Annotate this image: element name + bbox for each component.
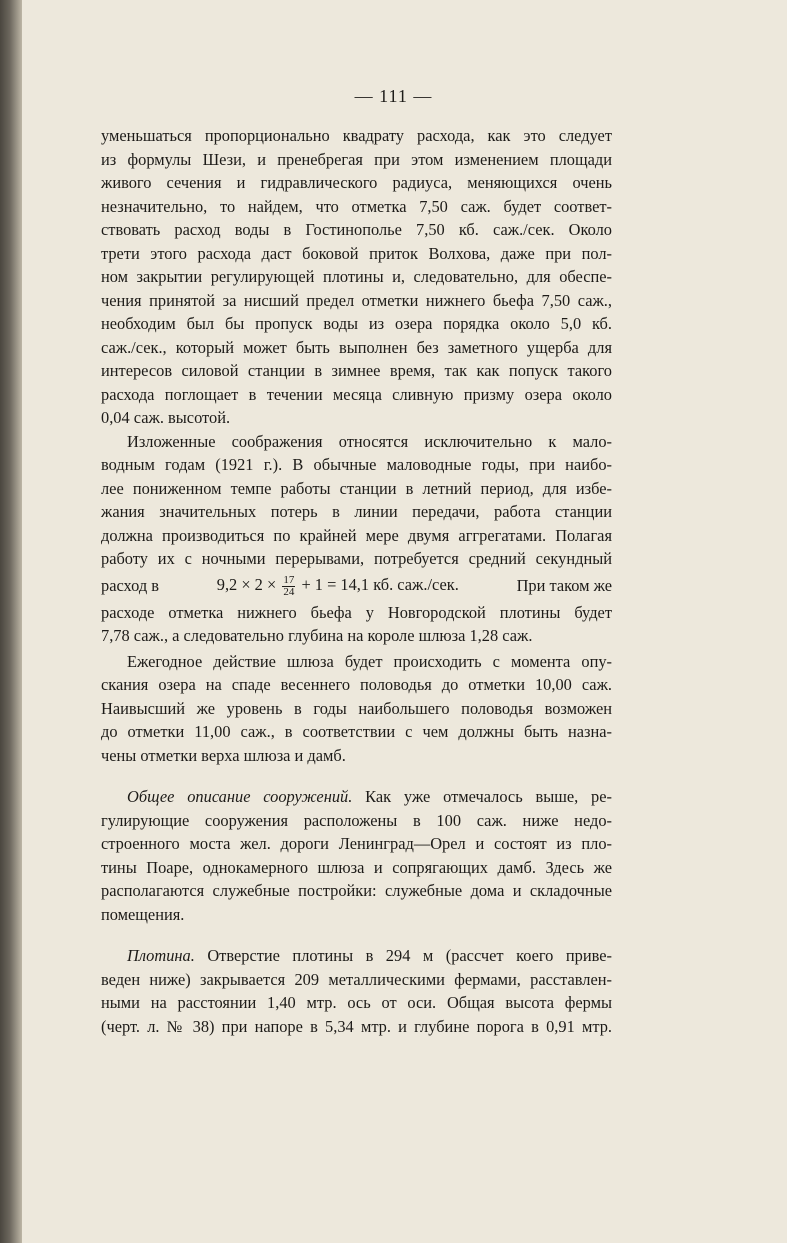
text-line: (черт. л. № 38) при напоре в 5,34 мтр. и глубине порога в 0,91 мтр. (101, 1016, 612, 1036)
text-line: лее пониженном темпе работы станции в летний период, для избе- (101, 478, 612, 498)
section-heading: Плотина. (127, 946, 195, 965)
text-line: Изложенные соображения относятся исключительно к мало- (127, 431, 612, 451)
formula-lead-text: расход в (101, 575, 159, 595)
text-line: помещения. (101, 904, 185, 924)
book-binding-edge (0, 0, 22, 1243)
paragraph-2 (101, 430, 612, 648)
text-line: Наивысший же уровень в годы наибольшего половодья возможен (101, 698, 612, 718)
text-line: 7,78 саж., а следовательно глубина на короле шлюза 1,28 саж. (101, 626, 533, 645)
text-line (101, 944, 612, 968)
text-line: водным годам (1921 г.). В обычные маловодные годы, при наибо- (101, 455, 612, 474)
text-line: до отметки 11,00 саж., в соответствии с чем должны быть назна- (101, 722, 612, 741)
text-line: уменьшаться пропорционально квадрату расхода, как это следует (101, 126, 612, 145)
section-general-description (101, 785, 612, 926)
section-first-line-text: Отверстие плотины в 294 м (рассчет коего приве- (207, 946, 612, 965)
text-line: расходе отметка нижнего бьефа у Новгородской плотины будет (101, 602, 612, 622)
text-line: скания озера на спаде весеннего половодья до отметки 10,00 саж. (101, 675, 612, 694)
text-line: трети этого расхода даст боковой приток Волхова, даже при пол- (101, 243, 612, 263)
text-line: необходим был бы пропуск воды из озера порядка около 5,0 кб. (101, 314, 612, 333)
fraction-denominator: 24 (283, 585, 295, 598)
text-line: располагаются служебные постройки: служебные дома и складочные (101, 881, 612, 900)
text-line: жания значительных потерь в линии передачи, работа станции (101, 502, 612, 521)
text-line: гулирующие сооружения расположены в 100 саж. ниже недо- (101, 810, 612, 830)
section-gap (101, 926, 612, 944)
text-line: веден ниже) закрывается 209 металлическими фермами, расставлен- (101, 969, 612, 989)
text-line: должна производиться по крайней мере двумя аггрегатами. Полагая (101, 525, 612, 545)
text-line: работу их с ночными перерывами, потребуется средний секундный (101, 549, 612, 568)
formula-expression-start: 9,2 × 2 × (216, 575, 277, 595)
text-line: 0,04 саж. высотой. (101, 408, 231, 427)
formula-fraction (282, 575, 295, 598)
formula (217, 573, 459, 598)
section-first-line-text: Как уже отмечалось выше, ре- (365, 787, 612, 806)
text-line: тины Поаре, однокамерного шлюза и сопрягающих дамб. Здесь же (101, 857, 612, 877)
page-text (101, 124, 612, 1038)
text-line: чены отметки верха шлюза и дамб. (101, 745, 346, 765)
text-line: расхода поглощает в течении месяца сливную призму озера около (101, 384, 612, 404)
text-line: строенного моста жел. дороги Ленинград—Орел и состоят из пло- (101, 834, 612, 853)
text-line: интересов силовой станции в зимнее время, так как попуск такого (101, 361, 612, 380)
section-gap (101, 767, 612, 785)
section-heading: Общее описание сооружений. (127, 787, 353, 806)
text-line: Ежегодное действие шлюза будет происходить с момента опу- (127, 651, 612, 671)
formula-expression-end: + 1 = 14,1 кб. саж./сек. (301, 575, 459, 595)
formula-tail-text: При таком же (516, 575, 612, 595)
formula-line (101, 571, 612, 601)
paragraph-3 (101, 650, 612, 768)
section-dam (101, 944, 612, 1038)
text-line: ствовать расход воды в Гостинополье 7,50 кб. саж./сек. Около (101, 220, 612, 239)
text-line: ном закрытии регулирующей плотины и, следовательно, для обеспе- (101, 267, 612, 286)
text-line: саж./сек., который может быть выполнен без заметного ущерба для (101, 337, 612, 357)
text-line: ными на расстоянии 1,40 мтр. ось от оси. Общая высота фермы (101, 993, 612, 1012)
paragraph-1 (101, 124, 612, 430)
text-line: из формулы Шези, и пренебрегая при этом изменением площади (101, 149, 612, 169)
page-number: — 111 — (354, 86, 433, 106)
text-line: живого сечения и гидравлического радиуса, меняющихся очень (101, 173, 612, 192)
text-line (101, 785, 612, 809)
text-line: чения принятой за нисший предел отметки нижнего бьефа 7,50 саж., (101, 290, 612, 310)
fraction-numerator: 17 (283, 573, 295, 586)
text-line: незначительно, то найдем, что отметка 7,50 саж. будет соответ- (101, 196, 612, 216)
